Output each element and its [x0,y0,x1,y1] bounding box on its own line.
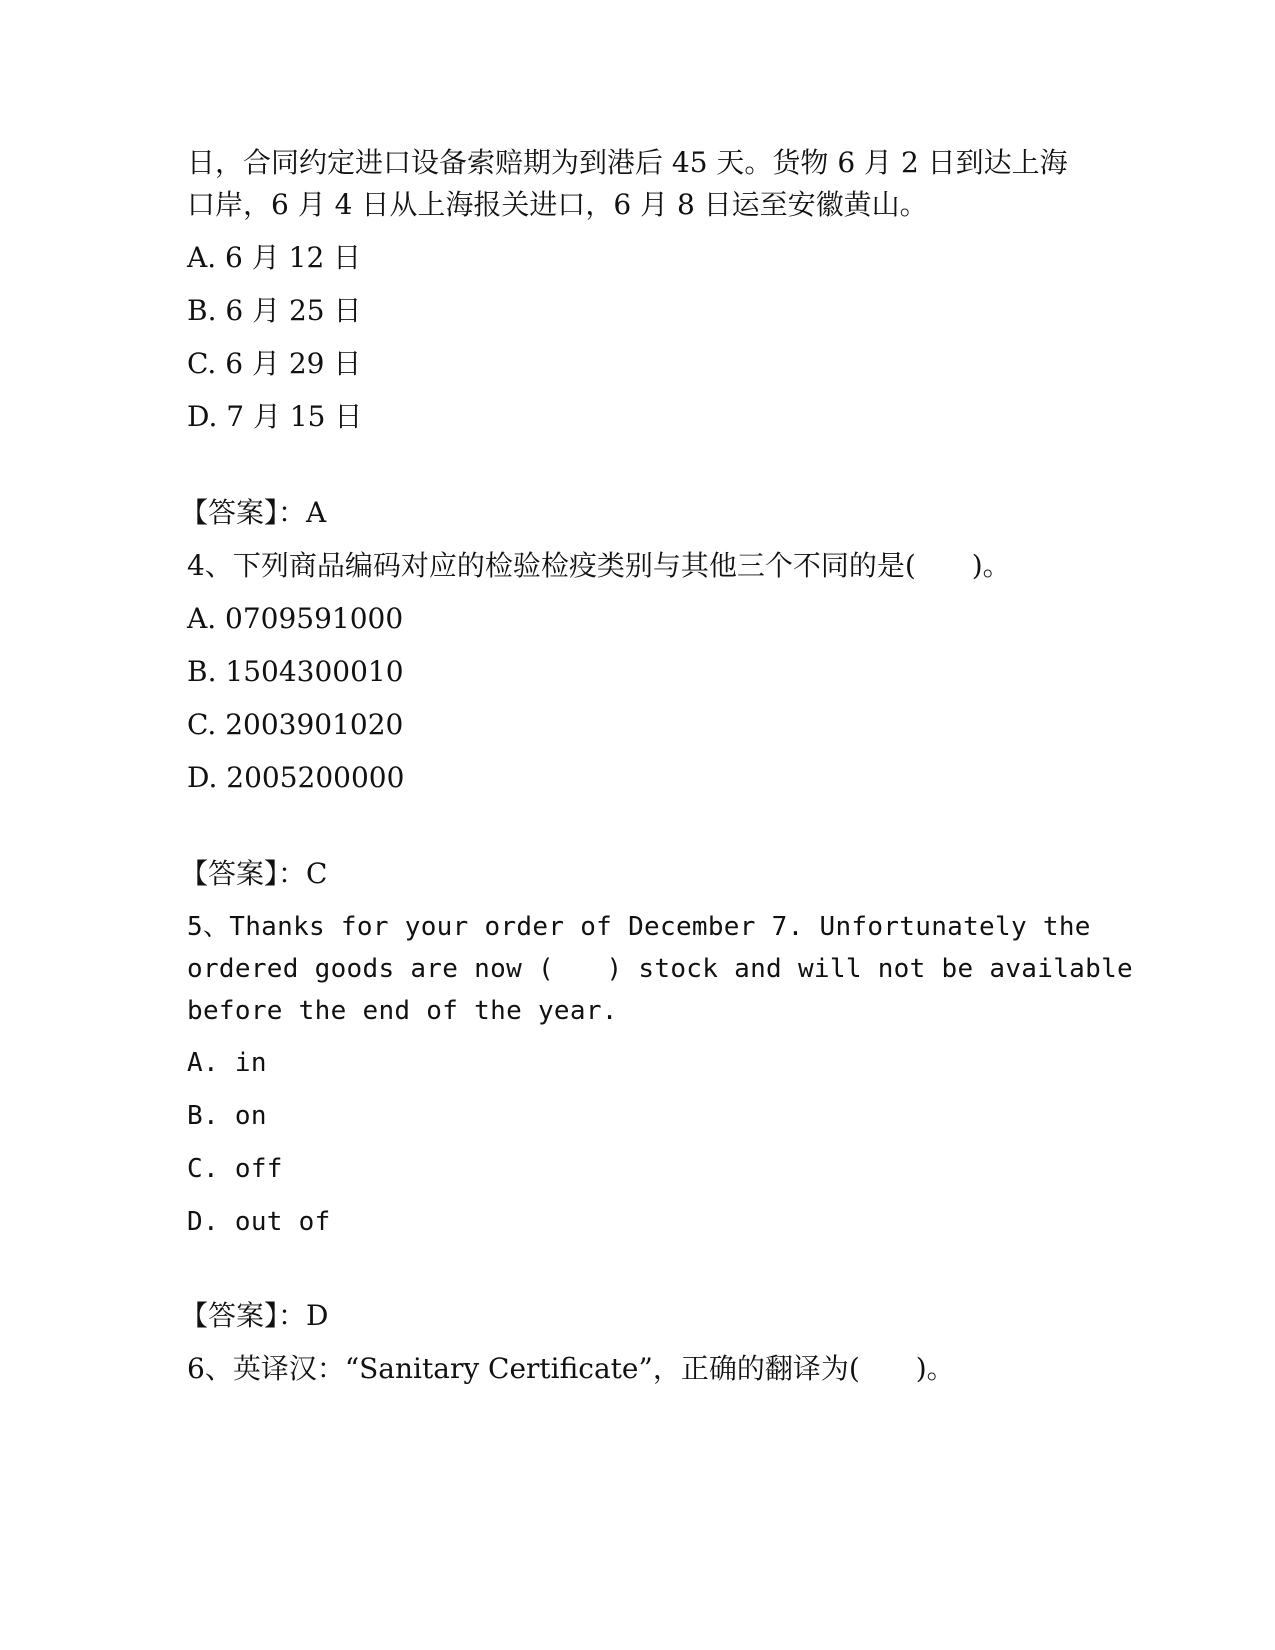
q5-option-b: B. on [187,1101,267,1131]
q4-option-d: D. 2005200000 [187,761,405,794]
q4-option-c: C. 2003901020 [187,708,404,741]
q5-option-c: C. off [187,1154,283,1184]
q3-stem-line2: 口岸，6 月 4 日从上海报关进口，6 月 8 日运至安徽黄山。 [187,188,928,221]
q5-answer: 【答案】：D [180,1299,329,1332]
q3-option-d: D. 7 月 15 日 [187,400,363,433]
q5-stem-line1: 5、Thanks for your order of December 7. Unfortunately the [187,912,1091,942]
q4-option-b: B. 1504300010 [187,655,404,688]
q6-stem: 6、英译汉：“Sanitary Certificate”，正确的翻译为( )。 [187,1352,955,1385]
q3-option-a: A. 6 月 12 日 [187,241,362,274]
q5-stem-line3: before the end of the year. [187,996,618,1026]
q4-answer: 【答案】：C [180,857,328,890]
q3-option-b: B. 6 月 25 日 [187,294,362,327]
q3-option-c: C. 6 月 29 日 [187,347,362,380]
q4-stem: 4、下列商品编码对应的检验检疫类别与其他三个不同的是( )。 [187,549,1011,582]
q5-option-a: A. in [187,1048,267,1078]
q3-answer: 【答案】：A [180,496,327,529]
q5-stem-line2: ordered goods are now ( ) stock and will not be available [187,954,1133,984]
q3-stem-line1: 日，合同约定进口设备索赔期为到港后 45 天。货物 6 月 2 日到达上海 [187,146,1068,179]
q4-option-a: A. 0709591000 [187,602,404,635]
q5-option-d: D. out of [187,1207,331,1237]
